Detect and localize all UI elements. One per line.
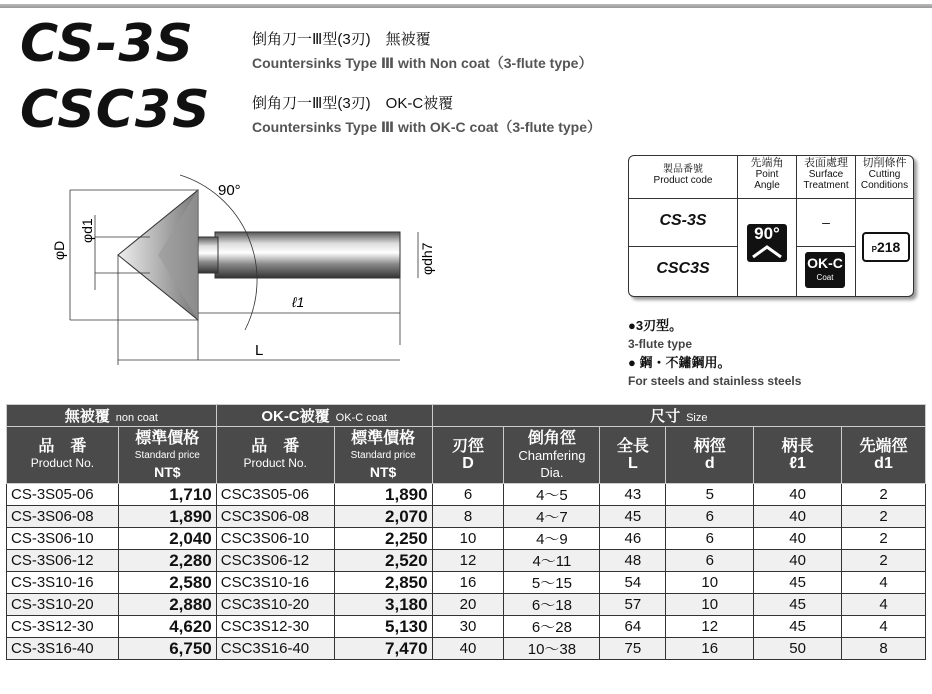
dim-d-label: φdh7 [419,242,435,275]
table-cell: CSC3S06-08 [216,506,334,528]
table-cell: 12 [666,616,754,638]
table-cell: 5～15 [504,572,600,594]
group-okc-coat: OK-C被覆 OK-C coat [216,405,432,427]
table-cell: 2 [842,484,926,506]
table-cell: 2 [842,528,926,550]
table-cell: 4 [842,616,926,638]
table-cell: 48 [600,550,666,572]
table-cell: 75 [600,638,666,660]
table-cell: CS-3S06-08 [7,506,119,528]
table-cell: 2,580 [118,572,216,594]
table-cell: 6 [666,528,754,550]
table-cell: CS-3S10-16 [7,572,119,594]
table-row [7,616,926,638]
table-row [7,550,926,572]
table-cell: 40 [754,550,842,572]
table-cell: 10 [666,594,754,616]
spec-code-cs3s: CS-3S [659,212,707,229]
table-cell: 16 [666,638,754,660]
desc-cs3s [252,28,592,73]
surface-none: – [822,214,830,230]
desc-cs3s-en: Countersinks Type Ⅲ with Non coat（3-flute type） [252,55,593,71]
table-cell: 54 [600,572,666,594]
table-row [7,528,926,550]
table-cell: 5,130 [334,616,432,638]
table-cell: CSC3S12-30 [216,616,334,638]
table-cell: 57 [600,594,666,616]
feature-3-flute: ●3刃型。 3-flute type [628,318,693,351]
table-cell: 2 [842,550,926,572]
table-cell: 1,890 [334,484,432,506]
angle-label: 90° [218,182,241,199]
table-cell: 43 [600,484,666,506]
table-cell: CSC3S10-16 [216,572,334,594]
dim-L-label: L [255,342,264,359]
table-cell: 7,470 [334,638,432,660]
table-cell: 4～7 [504,506,600,528]
top-rule [0,4,932,8]
table-cell: CSC3S06-10 [216,528,334,550]
feature-steels: ● 鋼・不鏽鋼用。 For steels and stainless steels [628,355,802,388]
column-header: 標準價格 Standard price NT$ [334,427,432,484]
table-cell: 6 [666,550,754,572]
table-cell: CS-3S06-12 [7,550,119,572]
table-cell: 2,070 [334,506,432,528]
table-cell: 5 [666,484,754,506]
spec-header-angle: 先端角 Point Angle [750,157,784,191]
table-cell: 10 [432,528,504,550]
table-cell: 10～38 [504,638,600,660]
table-row [7,594,926,616]
group-non-coat: 無被覆 non coat [7,405,217,427]
table-cell: 2 [842,506,926,528]
okc-coat-icon: OK-C Coat [805,252,845,288]
spec-header-cutting: 切削條件 Cutting Conditions [860,157,909,191]
dim-d1-label: φd1 [79,218,95,243]
table-cell: CS-3S06-10 [7,528,119,550]
column-header: 刃徑 D [432,427,504,484]
table-cell: 6,750 [118,638,216,660]
model-title-cs3s: CS-3S [20,14,194,74]
table-row [7,638,926,660]
table-cell: 45 [754,594,842,616]
table-cell: 2,280 [118,550,216,572]
table-row [7,572,926,594]
table-cell: 4 [842,594,926,616]
table-cell: 50 [754,638,842,660]
spec-box [628,155,914,297]
model-title-csc3s: CSC3S [20,80,211,140]
table-cell: 12 [432,550,504,572]
table-cell: 2,880 [118,594,216,616]
column-header: 柄長 ℓ1 [754,427,842,484]
product-table [6,404,926,660]
table-cell: CSC3S10-20 [216,594,334,616]
table-cell: 8 [432,506,504,528]
table-cell: CSC3S06-12 [216,550,334,572]
table-cell: 46 [600,528,666,550]
table-cell: CSC3S16-40 [216,638,334,660]
angle-90-icon: 90° [747,224,787,262]
table-cell: 40 [754,484,842,506]
desc-csc3s-en: Countersinks Type Ⅲ with OK-C coat（3-flute type） [252,119,602,135]
table-cell: 40 [432,638,504,660]
table-cell: 2,850 [334,572,432,594]
cutting-conditions-icon: P218 [862,232,910,262]
table-cell: 40 [754,506,842,528]
table-cell: CS-3S12-30 [7,616,119,638]
column-header: 倒角徑 Chamfering Dia. [504,427,600,484]
column-header: 先端徑 d1 [842,427,926,484]
dim-l1-label: ℓ1 [292,294,305,310]
table-cell: 4～5 [504,484,600,506]
tool-drawing [40,165,435,375]
table-cell: 4～11 [504,550,600,572]
column-header: 全長 L [600,427,666,484]
table-cell: 6 [432,484,504,506]
table-cell: CSC3S05-06 [216,484,334,506]
column-header: 標準價格 Standard price NT$ [118,427,216,484]
desc-csc3s-zh: 倒角刀一Ⅲ型(3刃) OK-C被覆 [252,95,454,112]
table-cell: 64 [600,616,666,638]
table-cell: 45 [754,616,842,638]
column-header: 品 番 Product No. [7,427,119,484]
table-cell: 10 [666,572,754,594]
table-cell: 4 [842,572,926,594]
table-cell: CS-3S16-40 [7,638,119,660]
group-size: 尺寸 Size [432,405,925,427]
table-cell: 4～9 [504,528,600,550]
table-cell: 2,520 [334,550,432,572]
table-cell: 4,620 [118,616,216,638]
table-cell: 20 [432,594,504,616]
table-cell: 45 [754,572,842,594]
table-row [7,506,926,528]
table-cell: CS-3S10-20 [7,594,119,616]
table-cell: 30 [432,616,504,638]
spec-code-csc3s: CSC3S [656,260,710,277]
table-cell: 6～18 [504,594,600,616]
table-cell: 6 [666,506,754,528]
table-cell: 1,890 [118,506,216,528]
table-cell: 45 [600,506,666,528]
table-cell: 40 [754,528,842,550]
table-row [7,484,926,506]
column-header: 品 番 Product No. [216,427,334,484]
table-cell: CS-3S05-06 [7,484,119,506]
spec-header-code: 製品番號 Product code [653,164,713,186]
column-header: 柄徑 d [666,427,754,484]
desc-csc3s [252,92,601,137]
table-cell: 16 [432,572,504,594]
table-cell: 8 [842,638,926,660]
table-cell: 3,180 [334,594,432,616]
dim-D-label: φD [51,240,67,260]
table-cell: 2,250 [334,528,432,550]
table-cell: 6～28 [504,616,600,638]
table-cell: 1,710 [118,484,216,506]
desc-cs3s-zh: 倒角刀一Ⅲ型(3刃) 無被覆 [252,31,431,48]
spec-header-surface: 表面處理 Surface Treatment [803,157,849,191]
table-cell: 2,040 [118,528,216,550]
